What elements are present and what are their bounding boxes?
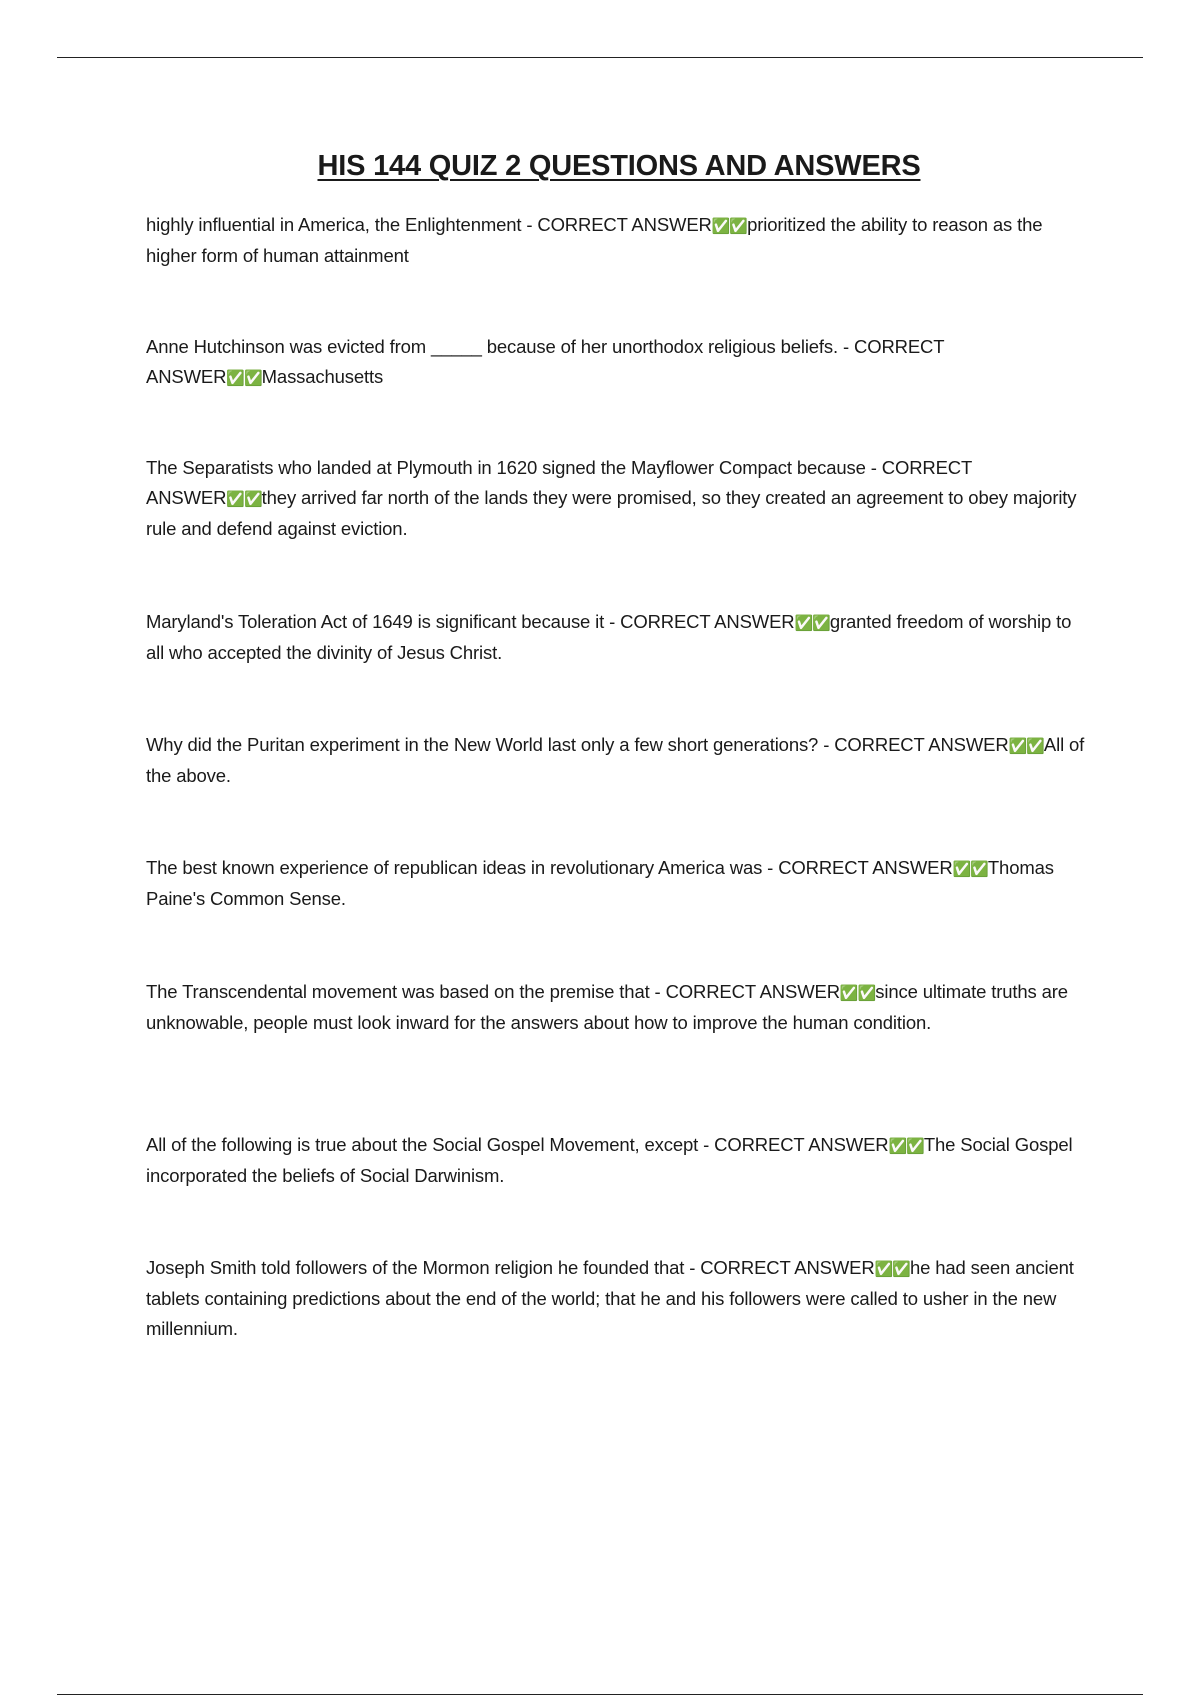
answer-text: they arrived far north of the lands they were promised, so they created an agreement to obey majority rule and defend against eviction.: [146, 487, 1077, 539]
answer-text: granted freedom of worship to all who accepted the divinity of Jesus Christ.: [146, 611, 1072, 663]
question-text: Joseph Smith told followers of the Mormon religion he founded that -: [146, 1257, 701, 1278]
check-marks-icon: ✅✅: [952, 860, 988, 878]
answer-text: he had seen ancient tablets containing predictions about the end of the world; that he and his followers were called to usher in the new millennium.: [146, 1257, 1074, 1339]
check-marks-icon: ✅✅: [226, 490, 262, 508]
answer-text: The Social Gospel incorporated the beliefs of Social Darwinism.: [146, 1134, 1073, 1186]
qa-item-2: [146, 332, 1092, 393]
question-text: The Separatists who landed at Plymouth in 1620 signed the Mayflower Compact because -: [146, 457, 882, 478]
qa-item-7: [146, 977, 1092, 1038]
qa-item-3: [146, 453, 1092, 544]
question-text: Why did the Puritan experiment in the New World last only a few short generations? -: [146, 734, 835, 755]
question-text: Anne Hutchinson was evicted from _____ because of her unorthodox religious beliefs. -: [146, 336, 854, 357]
bottom-rule: [57, 1694, 1143, 1695]
answer-text: All of the above.: [146, 734, 1085, 786]
answer-marker: CORRECT ANSWER: [537, 214, 712, 235]
answer-marker: CORRECT ANSWER: [146, 336, 945, 387]
answer-text: Thomas Paine's Common Sense.: [146, 857, 1054, 909]
qa-item-8: [146, 1130, 1092, 1191]
check-marks-icon: ✅✅: [711, 217, 748, 235]
answer-marker: CORRECT ANSWER: [620, 611, 795, 632]
question-text: All of the following is true about the Social Gospel Movement, except -: [146, 1134, 715, 1155]
document-title: HIS 144 QUIZ 2 QUESTIONS AND ANSWERS: [317, 150, 921, 182]
answer-text: Massachusetts: [261, 366, 384, 387]
answer-text: since ultimate truths are unknowable, people must look inward for the answers about how to improve the human condition.: [146, 981, 1068, 1033]
answer-marker: CORRECT ANSWER: [700, 1257, 875, 1278]
top-rule: [57, 57, 1143, 58]
check-marks-icon: ✅✅: [839, 984, 876, 1002]
check-marks-icon: ✅✅: [794, 614, 830, 632]
question-text: highly influential in America, the Enlightenment -: [146, 214, 538, 235]
answer-marker: CORRECT ANSWER: [714, 1134, 889, 1155]
check-marks-icon: ✅✅: [226, 369, 262, 387]
qa-item-9: [146, 1253, 1092, 1344]
answer-marker: CORRECT ANSWER: [665, 981, 840, 1002]
question-text: Maryland's Toleration Act of 1649 is significant because it -: [146, 611, 621, 632]
check-marks-icon: ✅✅: [1008, 737, 1044, 755]
question-text: The best known experience of republican ideas in revolutionary America was -: [146, 857, 779, 878]
qa-item-1: [146, 210, 1092, 271]
answer-marker: CORRECT ANSWER: [778, 857, 953, 878]
check-marks-icon: ✅✅: [888, 1137, 924, 1155]
check-marks-icon: ✅✅: [874, 1260, 910, 1278]
answer-marker: CORRECT ANSWER: [146, 457, 972, 508]
answer-marker: CORRECT ANSWER: [834, 734, 1009, 755]
qa-item-5: [146, 730, 1092, 791]
answer-text: prioritized the ability to reason as the higher form of human attainment: [146, 214, 1043, 266]
qa-item-6: [146, 853, 1092, 914]
qa-item-4: [146, 607, 1092, 668]
question-text: The Transcendental movement was based on the premise that -: [146, 981, 666, 1002]
